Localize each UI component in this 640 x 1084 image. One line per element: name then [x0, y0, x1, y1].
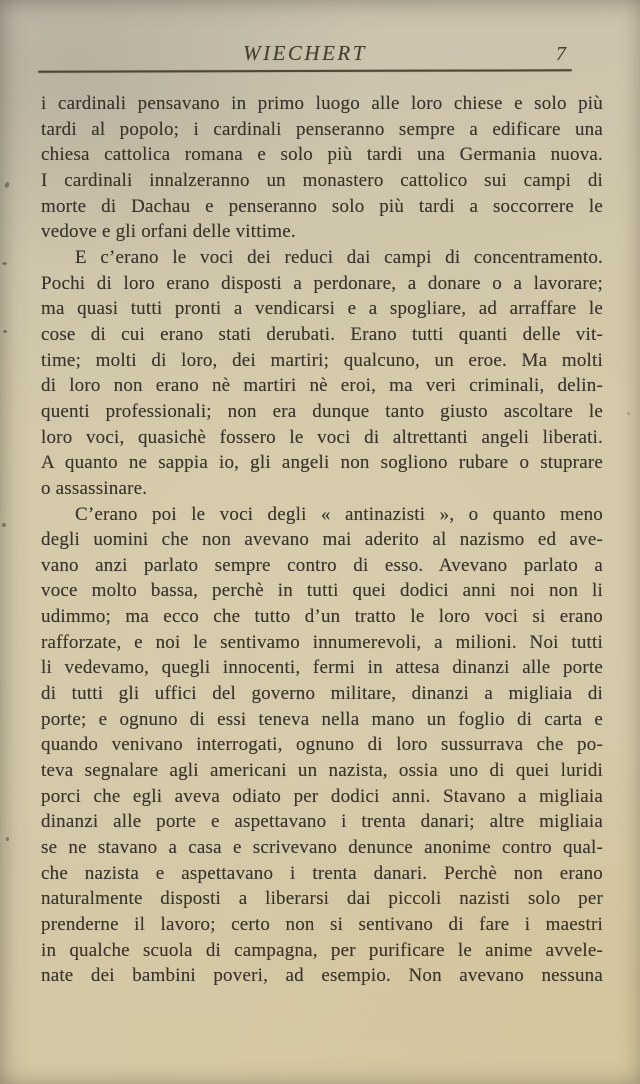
paragraph	[41, 91, 603, 245]
dust-speck	[6, 837, 9, 841]
text-line: time; molti di loro, dei martiri; qualcuno, un eroe. Ma molti	[41, 349, 603, 371]
text-line: in qualche scuola di campagna, per purificare le anime avvele-	[41, 939, 603, 961]
text-line: E c’erano le voci dei reduci dai campi di concentramento.	[75, 246, 603, 268]
text-line: ma quasi tutti pronti a vendicarsi e a spogliare, ad arraffare le	[41, 298, 603, 320]
text-line: tardi al popolo; i cardinali penseranno sempre a edificare una	[41, 118, 603, 140]
text-line: degli uomini che non avevano mai aderito al nazismo ed ave-	[41, 529, 603, 551]
paragraph	[41, 245, 603, 502]
text-line: o assassinare.	[41, 477, 148, 499]
dust-speck	[4, 181, 10, 188]
text-line: quando venivano interrogati, ognuno di loro sussurrava che po-	[41, 734, 603, 756]
text-line: nate dei bambini poveri, ad esempio. Non avevano nessuna	[41, 965, 603, 987]
body-text	[41, 91, 603, 989]
dust-speck	[3, 330, 7, 333]
dust-speck	[2, 523, 6, 527]
paragraph	[41, 502, 603, 989]
text-line: vedove e gli orfani delle vittime.	[41, 221, 296, 243]
text-line: porci che egli aveva odiato per dodici anni. Stavano a migliaia	[41, 785, 603, 807]
header-rule	[38, 69, 572, 72]
running-title: WIECHERT	[243, 41, 367, 65]
text-line: di tutti gli uffici del governo militare, dinanzi a migliaia di	[41, 683, 603, 705]
text-line: i cardinali pensavano in primo luogo alle loro chiese e solo più	[41, 93, 603, 114]
text-line: prenderne il lavoro; certo non si sentivano di fare i maestri	[41, 914, 603, 935]
text-line: loro voci, quasichè fossero le voci di altrettanti angeli liberati.	[41, 426, 603, 448]
text-line: naturalmente disposti a liberarsi dai piccoli nazisti solo per	[41, 888, 603, 910]
text-line: quenti professionali; non era dunque tanto giusto ascoltare le	[41, 400, 603, 422]
text-line: Pochi di loro erano disposti a perdonare, a donare o a lavorare;	[41, 272, 603, 294]
text-line: udimmo; ma ecco che tutto d’un tratto le loro voci si erano	[41, 606, 603, 628]
text-line: A quanto ne sappia io, gli angeli non sogliono rubare o stuprare	[41, 452, 603, 474]
text-line: cose di cui erano stati derubati. Erano tutti quanti delle vit-	[41, 323, 603, 345]
text-line: vano anzi parlato sempre contro di esso. Avevano parlato a	[41, 554, 603, 576]
text-line: che nazista e aspettavano i trenta danari. Perchè non erano	[41, 862, 603, 884]
text-line: porte; e ognuno di essi teneva nella mano un foglio di carta e	[41, 708, 603, 730]
text-line: di loro non erano nè martiri nè eroi, ma veri criminali, delin-	[41, 375, 603, 397]
text-line: teva segnalare agli americani un nazista, ossia uno di quei luridi	[41, 760, 603, 782]
text-line: morte di Dachau e penseranno solo più tardi a soccorrere le	[41, 195, 603, 217]
text-line: C’erano poi le voci degli « antinazisti », o quanto meno	[75, 503, 603, 525]
dust-speck	[627, 412, 630, 415]
page-number: 7	[556, 43, 566, 65]
text-line: rafforzate, e noi le sentivamo innumerevoli, a milioni. Noi tutti	[41, 631, 603, 653]
text-line: chiesa cattolica romana e solo più tardi una Germania nuova.	[41, 144, 603, 166]
text-line: se ne stavano a casa e scrivevano denunce anonime contro qual-	[41, 837, 603, 859]
dust-speck	[2, 262, 7, 265]
text-line: dinanzi alle porte e aspettavano i trenta danari; altre migliaia	[41, 811, 603, 833]
text-line: I cardinali innalzeranno un monastero cattolico sui campi di	[41, 169, 603, 191]
text-line: li vedevamo, quegli innocenti, fermi in attesa dinanzi alle porte	[41, 657, 603, 679]
text-line: voce molto bassa, perchè in tutti quei dodici anni noi non li	[41, 580, 603, 602]
